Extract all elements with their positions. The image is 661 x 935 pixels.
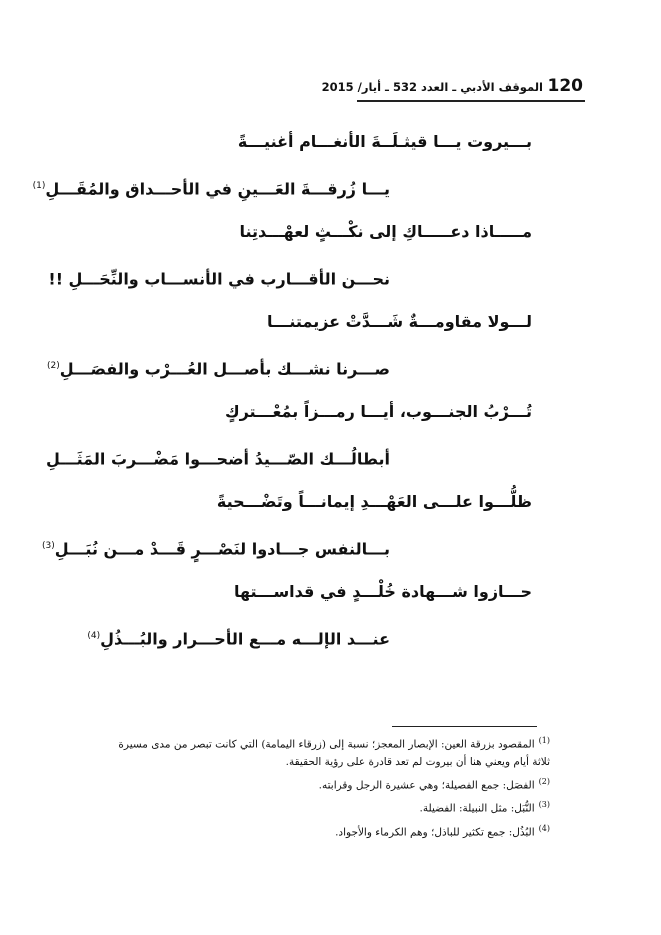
verse-text: تُـــرْبُ الجنـــوب، أيـــا رمـــزاً بمُعْـــتركٍ (224, 402, 532, 421)
verse-second (32, 164, 540, 208)
footnote-number: (2) (538, 776, 550, 786)
footnote (110, 820, 550, 842)
footnote-number: (3) (538, 800, 550, 809)
verse-text: ظلُّـــوا علـــى العَهْـــدِ إيمانـــاً وتَضْـــحيةً (216, 492, 532, 511)
journal-info: الموقف الأدبي ـ العدد 532 ـ أيار/ 2015 (321, 80, 543, 94)
verse-first (120, 390, 540, 434)
footnote-ref[interactable]: (3) (41, 541, 55, 551)
couplet (32, 120, 540, 208)
footnote-number: (1) (538, 736, 550, 745)
poem (32, 120, 540, 658)
footnote-text: الفصَل: جمع الفصيلة؛ وهي عشيرة الرجل وقرابته. (318, 779, 535, 791)
footnote-text: البُذُل: جمع تكثير للباذل؛ وهم الكرماء والأجواد. (335, 826, 535, 838)
verse-text: أبطالُـــك الصّـــيدُ أضحـــوا مَضْـــربَ المَثَـــلِ (45, 449, 390, 469)
verse-second (46, 344, 540, 388)
verse-second (45, 434, 540, 478)
verse-text: مـــــاذا دعـــــاكِ إلى نكْـــثٍ لعهْـــدتِنا (239, 222, 532, 241)
footnote (110, 773, 550, 795)
verse-second (41, 524, 540, 568)
verse-first (120, 300, 540, 344)
verse-text: عنـــد الإلـــه مـــع الأحـــرار والبُـــذُلِ (100, 629, 390, 649)
verse-text: صـــرنا نشـــك بأصـــل العُـــرْب والفصَـــلِ (59, 359, 390, 379)
header-rule (357, 100, 585, 102)
couplet (46, 300, 540, 388)
footnote-number: (4) (538, 823, 550, 833)
footnotes-rule (392, 726, 537, 727)
footnote (110, 732, 550, 771)
footnote-ref[interactable]: (2) (46, 361, 60, 371)
footnote-text: النُّبَل: مثل النبيلة: الفضيلة. (419, 802, 535, 815)
page-number: 120 (547, 76, 583, 96)
verse-text: نحـــن الأقـــارب في الأنســـاب والنِّحَـــلِ !! (48, 269, 390, 289)
verse-text: بـــالنفس جـــادوا لنَصْـــرٍ قَـــدْ مـــن نُبَـــلِ (54, 539, 390, 559)
verse-second (48, 254, 540, 298)
verse-second (87, 614, 540, 658)
couplet (41, 480, 540, 568)
footnote-text: المقصود بزرقة العين: الإبصار المعجز؛ نسبة إلى (زرقاء اليمامة) التي كانت تبصر من مدى مسيرة ثلاثة أيام ويعني هنا أن بيروت لم تعد قادرة على رؤية الحقيقة. (118, 738, 550, 768)
verse-first (120, 210, 540, 254)
verse-text: بـــيروت يـــا قيثـلَــةَ الأنغـــام أغنيـــةً (237, 132, 532, 151)
couplet (87, 570, 540, 658)
verse-text: يـــا زُرقـــةَ العَـــينِ في الأحـــداق والمُقَـــلِ (45, 179, 390, 199)
footnotes (110, 732, 550, 843)
verse-first (120, 480, 540, 524)
footnote (110, 796, 550, 818)
couplet (48, 210, 540, 298)
footnote-ref[interactable]: (4) (87, 631, 101, 641)
footnote-ref[interactable]: (1) (32, 181, 46, 191)
verse-text: لـــولا مقاومـــةٌ شَـــدَّتْ عزيمتنـــا (266, 312, 532, 331)
verse-first (120, 570, 540, 614)
verse-text: حـــازوا شـــهادة خُلْـــدٍ في قداســـتها (233, 582, 532, 601)
couplet (45, 390, 540, 478)
page-header (321, 70, 585, 104)
verse-first (120, 120, 540, 164)
